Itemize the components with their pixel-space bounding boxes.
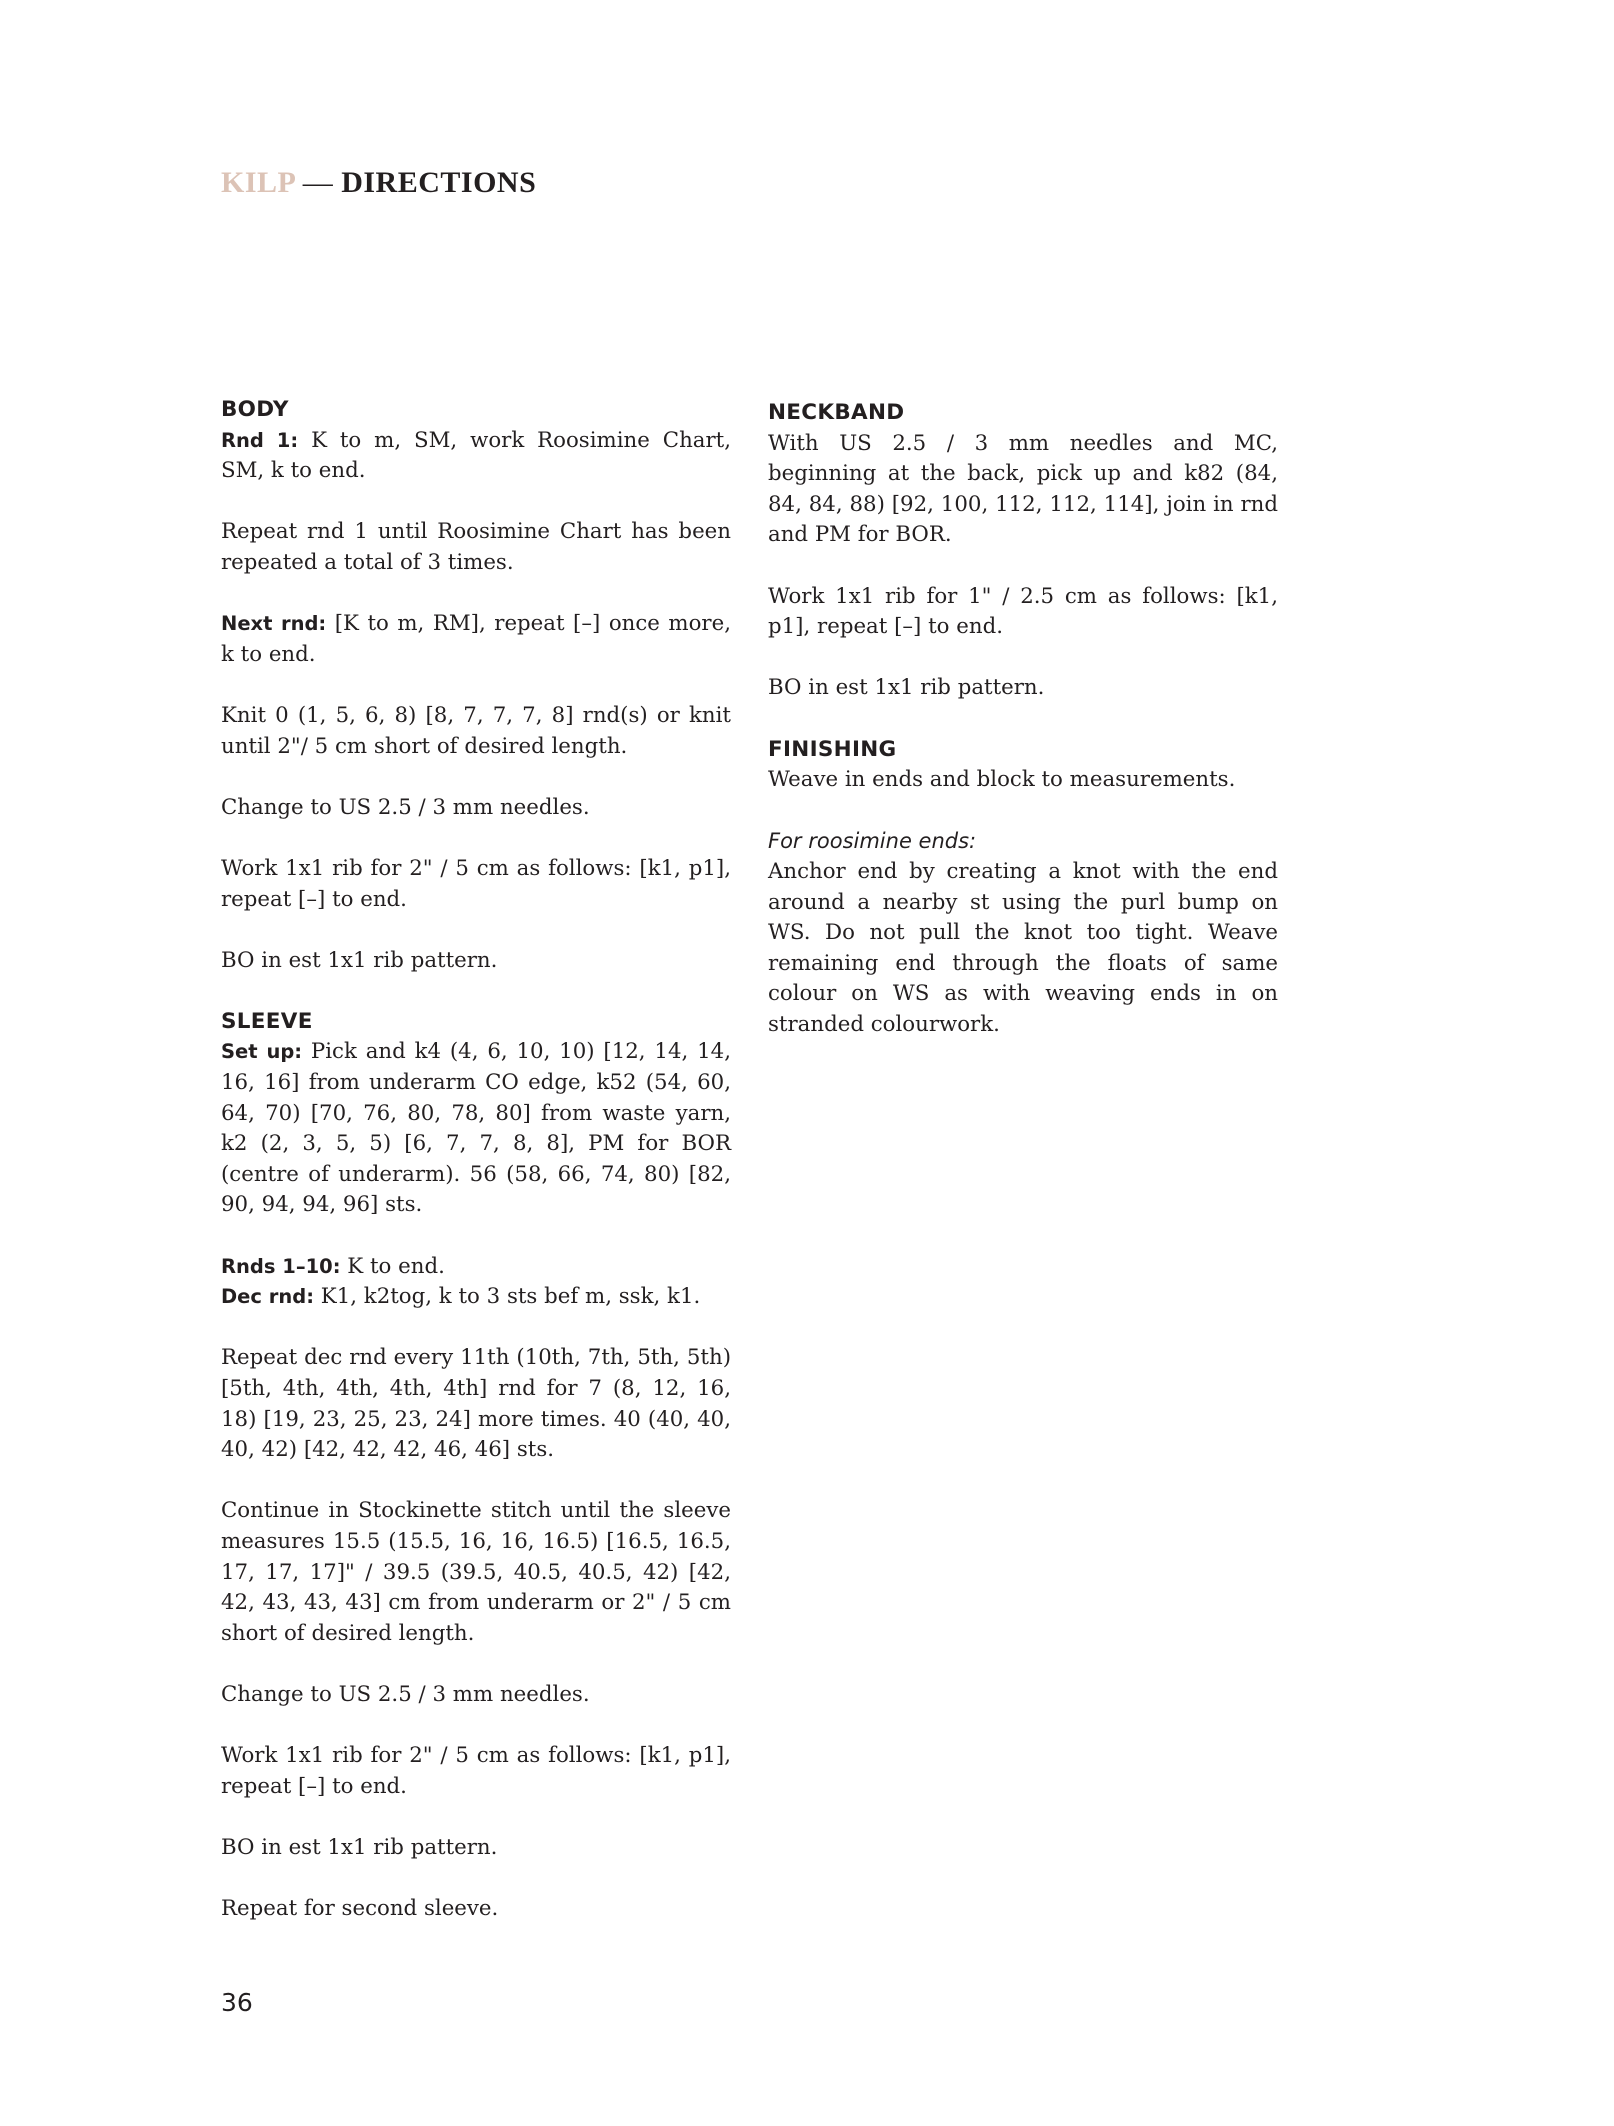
finishing-weave: Weave in ends and block to measurements. xyxy=(768,767,1236,793)
header-separator: — xyxy=(302,166,334,199)
next-rnd-text: [K to m, RM], repeat [–] once more, k to end. xyxy=(221,611,731,667)
left-column xyxy=(221,395,731,1955)
sleeve-repeat-dec: Repeat dec rnd every 11th (10th, 7th, 5th, 5th) [5th, 4th, 4th, 4th, 4th] rnd for 7 (8, 12, 16, 18) [19, 23, 25, 23, 24] more times. 40 (40, 40, 40, 42) [42, 42, 42, 46, 46] sts. xyxy=(221,1345,731,1463)
dec-rnd-label: Dec rnd: xyxy=(221,1285,315,1309)
rnd1-label: Rnd 1: xyxy=(221,428,299,452)
sleeve-change-needles: Change to US 2.5 / 3 mm needles. xyxy=(221,1681,590,1707)
rnds-label: Rnds 1–10: xyxy=(221,1254,341,1278)
sleeve-setup xyxy=(221,1037,731,1221)
roosimine-subheading: For roosimine ends: xyxy=(768,829,977,854)
neckband-section xyxy=(768,398,1278,704)
sleeve-continue: Continue in Stockinette stitch until the sleeve measures 15.5 (15.5, 16, 16, 16.5) [16.5, 16.5, 17, 17, 17]" / 39.5 (39.5, 40.5, 40.5, 42) [42, 42, 43, 43, 43] cm from underarm or 2" / 5 cm short of desired length. xyxy=(221,1498,731,1646)
roosimine-instructions: Anchor end by creating a knot with the end around a nearby st using the purl bump on WS. Do not pull the knot too tight. Weave remaining end through the floats of same colour on WS as with weaving ends in on stranded colourwork. xyxy=(768,858,1278,1037)
page-number: 36 xyxy=(221,1988,253,2017)
pattern-name: KILP xyxy=(221,166,295,199)
rnd1-text: K to m, SM, work Roosimine Chart, SM, k to end. xyxy=(221,427,731,484)
sleeve-heading: SLEEVE xyxy=(221,1008,313,1034)
sleeve-dec-rnd xyxy=(221,1282,731,1313)
sleeve-rnds xyxy=(221,1252,731,1283)
sleeve-rib: Work 1x1 rib for 2" / 5 cm as follows: [k1, p1], repeat [–] to end. xyxy=(221,1743,731,1799)
body-rib: Work 1x1 rib for 2" / 5 cm as follows: [k1, p1], repeat [–] to end. xyxy=(221,855,731,912)
rnds-text: K to end. xyxy=(347,1253,445,1279)
next-rnd-label: Next rnd: xyxy=(221,612,327,636)
setup-text: Pick and k4 (4, 6, 10, 10) [12, 14, 14, 16, 16] from underarm CO edge, k52 (54, 60, 64, 70) [70, 76, 80, 78, 80] from waste yarn, k2 (2, 3, 5, 5) [6, 7, 7, 8, 8], PM for BOR (centre of underarm). 56 (58, 66, 74, 80) [82, 90, 94, 94, 96] sts. xyxy=(221,1039,731,1218)
finishing-section xyxy=(768,735,1278,1041)
sleeve-bind-off: BO in est 1x1 rib pattern. xyxy=(221,1834,498,1860)
body-bind-off: BO in est 1x1 rib pattern. xyxy=(221,947,498,973)
body-heading: BODY xyxy=(221,397,289,422)
finishing-heading: FINISHING xyxy=(768,736,897,762)
body-repeat: Repeat rnd 1 until Roosimine Chart has been repeated a total of 3 times. xyxy=(221,519,731,575)
page-header xyxy=(221,166,536,200)
body-section xyxy=(221,395,731,976)
section-title: DIRECTIONS xyxy=(341,166,537,199)
neckband-rib: Work 1x1 rib for 1" / 2.5 cm as follows: [k1, p1], repeat [–] to end. xyxy=(768,583,1278,640)
neckband-pickup: With US 2.5 / 3 mm needles and MC, beginning at the back, pick up and k82 (84, 84, 84, 88) [92, 100, 112, 112, 114], join in rnd and PM for BOR. xyxy=(768,430,1278,548)
body-rnd1 xyxy=(221,426,731,487)
body-next-rnd xyxy=(221,609,731,670)
dec-rnd-text: K1, k2tog, k to 3 sts bef m, ssk, k1. xyxy=(320,1284,701,1310)
body-knit: Knit 0 (1, 5, 6, 8) [8, 7, 7, 7, 8] rnd(s) or knit until 2"/ 5 cm short of desired length. xyxy=(221,702,731,759)
right-column xyxy=(768,398,1278,1071)
sleeve-section xyxy=(221,1007,731,1925)
setup-label: Set up: xyxy=(221,1040,303,1064)
neckband-bind-off: BO in est 1x1 rib pattern. xyxy=(768,675,1045,701)
sleeve-second: Repeat for second sleeve. xyxy=(221,1896,499,1922)
neckband-heading: NECKBAND xyxy=(768,400,905,425)
body-change-needles: Change to US 2.5 / 3 mm needles. xyxy=(221,794,590,820)
